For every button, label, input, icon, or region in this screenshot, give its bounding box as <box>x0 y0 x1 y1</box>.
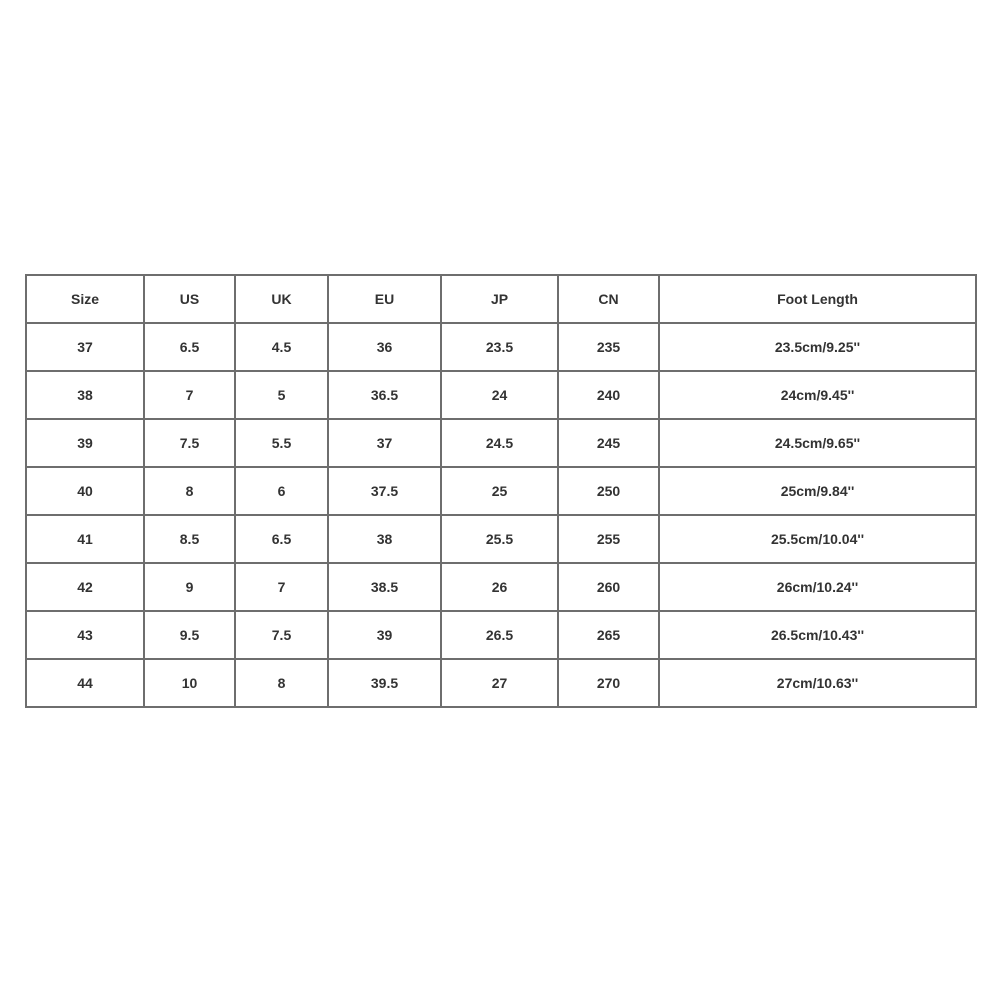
cell-us: 7.5 <box>144 419 235 467</box>
header-foot-length: Foot Length <box>659 275 976 323</box>
cell-cn: 235 <box>558 323 659 371</box>
cell-jp: 24.5 <box>441 419 558 467</box>
cell-foot-length: 26cm/10.24'' <box>659 563 976 611</box>
cell-uk: 7 <box>235 563 328 611</box>
cell-size: 41 <box>26 515 144 563</box>
cell-size: 40 <box>26 467 144 515</box>
cell-us: 9.5 <box>144 611 235 659</box>
size-chart-table <box>25 274 977 708</box>
cell-uk: 6 <box>235 467 328 515</box>
cell-size: 44 <box>26 659 144 707</box>
cell-foot-length: 24cm/9.45'' <box>659 371 976 419</box>
header-eu: EU <box>328 275 441 323</box>
header-jp: JP <box>441 275 558 323</box>
cell-eu: 38.5 <box>328 563 441 611</box>
cell-cn: 245 <box>558 419 659 467</box>
cell-eu: 39.5 <box>328 659 441 707</box>
header-uk: UK <box>235 275 328 323</box>
cell-jp: 24 <box>441 371 558 419</box>
cell-cn: 270 <box>558 659 659 707</box>
cell-size: 39 <box>26 419 144 467</box>
cell-eu: 39 <box>328 611 441 659</box>
table-row <box>26 371 976 419</box>
cell-cn: 240 <box>558 371 659 419</box>
cell-eu: 37.5 <box>328 467 441 515</box>
cell-cn: 255 <box>558 515 659 563</box>
cell-foot-length: 27cm/10.63'' <box>659 659 976 707</box>
cell-size: 38 <box>26 371 144 419</box>
table-row <box>26 611 976 659</box>
table-row <box>26 419 976 467</box>
cell-us: 10 <box>144 659 235 707</box>
table-row <box>26 659 976 707</box>
cell-uk: 5 <box>235 371 328 419</box>
cell-us: 8.5 <box>144 515 235 563</box>
header-size: Size <box>26 275 144 323</box>
cell-eu: 36 <box>328 323 441 371</box>
cell-jp: 25 <box>441 467 558 515</box>
cell-size: 37 <box>26 323 144 371</box>
cell-us: 6.5 <box>144 323 235 371</box>
cell-us: 7 <box>144 371 235 419</box>
cell-us: 9 <box>144 563 235 611</box>
cell-cn: 265 <box>558 611 659 659</box>
table-row <box>26 515 976 563</box>
header-cn: CN <box>558 275 659 323</box>
cell-uk: 5.5 <box>235 419 328 467</box>
cell-jp: 26 <box>441 563 558 611</box>
cell-eu: 36.5 <box>328 371 441 419</box>
cell-jp: 25.5 <box>441 515 558 563</box>
cell-jp: 23.5 <box>441 323 558 371</box>
cell-eu: 38 <box>328 515 441 563</box>
cell-uk: 8 <box>235 659 328 707</box>
table-row <box>26 563 976 611</box>
cell-cn: 260 <box>558 563 659 611</box>
cell-eu: 37 <box>328 419 441 467</box>
cell-foot-length: 23.5cm/9.25'' <box>659 323 976 371</box>
cell-jp: 26.5 <box>441 611 558 659</box>
cell-foot-length: 24.5cm/9.65'' <box>659 419 976 467</box>
cell-uk: 4.5 <box>235 323 328 371</box>
cell-jp: 27 <box>441 659 558 707</box>
cell-size: 42 <box>26 563 144 611</box>
cell-size: 43 <box>26 611 144 659</box>
cell-uk: 7.5 <box>235 611 328 659</box>
cell-uk: 6.5 <box>235 515 328 563</box>
header-us: US <box>144 275 235 323</box>
cell-foot-length: 26.5cm/10.43'' <box>659 611 976 659</box>
cell-us: 8 <box>144 467 235 515</box>
table-row <box>26 467 976 515</box>
cell-cn: 250 <box>558 467 659 515</box>
header-row <box>26 275 976 323</box>
cell-foot-length: 25cm/9.84'' <box>659 467 976 515</box>
table-row <box>26 323 976 371</box>
cell-foot-length: 25.5cm/10.04'' <box>659 515 976 563</box>
